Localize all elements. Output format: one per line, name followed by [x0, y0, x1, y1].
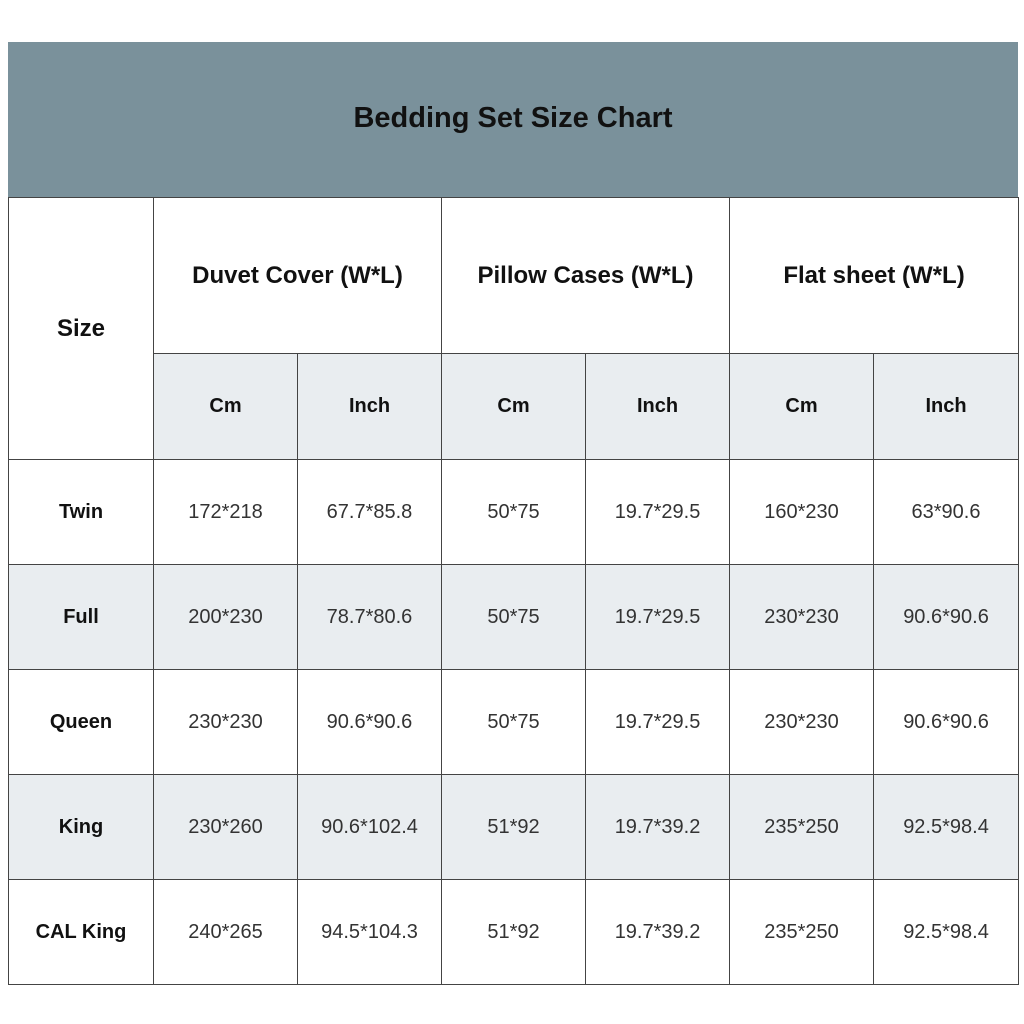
table-cell: 92.5*98.4 [874, 775, 1019, 880]
table-cell: 200*230 [154, 565, 298, 670]
table-cell: 94.5*104.3 [298, 880, 442, 985]
table-cell: 160*230 [730, 460, 874, 565]
unit-header-duvet-inch: Inch [298, 354, 442, 460]
unit-header-flat-inch: Inch [874, 354, 1019, 460]
size-name: King [9, 775, 154, 880]
table-cell: 240*265 [154, 880, 298, 985]
unit-header-pillow-inch: Inch [586, 354, 730, 460]
table-row [9, 460, 1019, 565]
table-row [9, 775, 1019, 880]
table-cell: 230*230 [730, 670, 874, 775]
table-cell: 78.7*80.6 [298, 565, 442, 670]
table-cell: 90.6*102.4 [298, 775, 442, 880]
table-cell: 90.6*90.6 [874, 565, 1019, 670]
table-cell: 50*75 [442, 565, 586, 670]
page-title: Bedding Set Size Chart [353, 101, 673, 134]
duvet-cover-header: Duvet Cover (W*L) [154, 198, 442, 354]
unit-header-row [9, 354, 1019, 460]
size-name: Queen [9, 670, 154, 775]
table-cell: 90.6*90.6 [874, 670, 1019, 775]
table-cell: 51*92 [442, 880, 586, 985]
unit-header-flat-cm: Cm [730, 354, 874, 460]
table-cell: 230*260 [154, 775, 298, 880]
table-cell: 235*250 [730, 775, 874, 880]
table-cell: 19.7*39.2 [586, 775, 730, 880]
table-cell: 230*230 [730, 565, 874, 670]
table-cell: 50*75 [442, 670, 586, 775]
table-cell: 19.7*29.5 [586, 460, 730, 565]
size-column-header: Size [9, 198, 154, 460]
size-name: CAL King [9, 880, 154, 985]
table-cell: 50*75 [442, 460, 586, 565]
table-cell: 19.7*29.5 [586, 565, 730, 670]
unit-header-duvet-cm: Cm [154, 354, 298, 460]
pillow-cases-header: Pillow Cases (W*L) [442, 198, 730, 354]
table-cell: 230*230 [154, 670, 298, 775]
table-cell: 63*90.6 [874, 460, 1019, 565]
table-cell: 90.6*90.6 [298, 670, 442, 775]
table-row [9, 565, 1019, 670]
table-cell: 172*218 [154, 460, 298, 565]
size-chart-table [8, 197, 1019, 985]
table-cell: 19.7*39.2 [586, 880, 730, 985]
flat-sheet-header: Flat sheet (W*L) [730, 198, 1019, 354]
table-cell: 51*92 [442, 775, 586, 880]
table-cell: 235*250 [730, 880, 874, 985]
table-cell: 19.7*29.5 [586, 670, 730, 775]
chart-header [8, 42, 1018, 198]
size-name: Full [9, 565, 154, 670]
table-cell: 92.5*98.4 [874, 880, 1019, 985]
size-name: Twin [9, 460, 154, 565]
table-cell: 67.7*85.8 [298, 460, 442, 565]
group-header-row [9, 198, 1019, 354]
unit-header-pillow-cm: Cm [442, 354, 586, 460]
table-row [9, 880, 1019, 985]
table-row [9, 670, 1019, 775]
